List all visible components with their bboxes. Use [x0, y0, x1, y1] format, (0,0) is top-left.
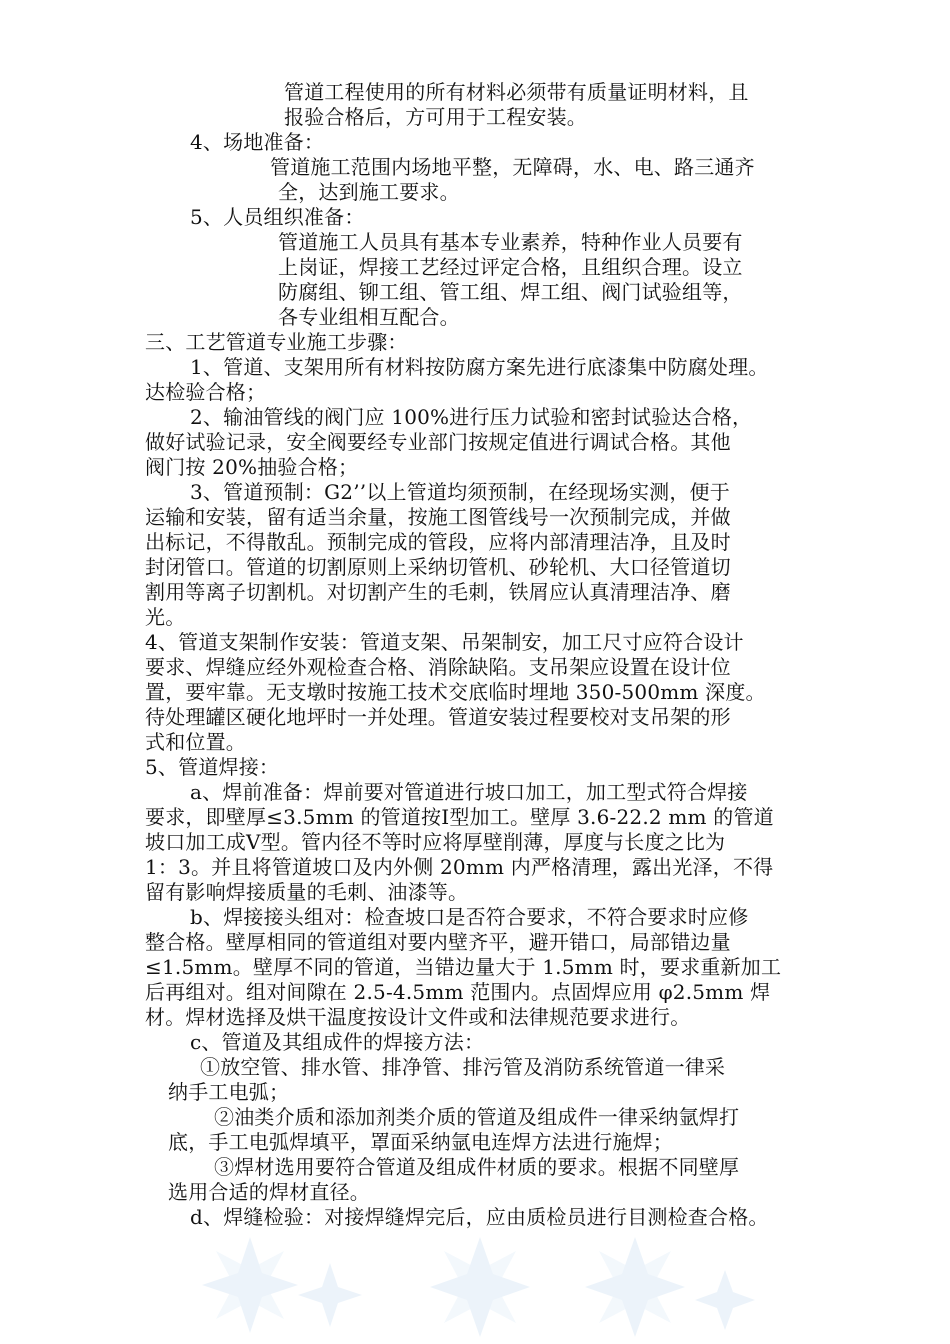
text-line: 各专业组相互配合。: [278, 305, 460, 329]
text-line: 3、管道预制：G2’’以上管道均须预制，在经现场实测，便于: [190, 480, 730, 504]
text-line: 材。焊材选择及烘干温度按设计文件或和法律规范要求进行。: [145, 1005, 691, 1029]
text-line: 出标记，不得散乱。预制完成的管段，应将内部清理洁净，且及时: [145, 530, 731, 554]
text-line: 4、场地准备：: [190, 130, 325, 154]
text-line: 防腐组、铆工组、管工组、焊工组、阀门试验组等，: [278, 280, 743, 304]
text-line: 选用合适的焊材直径。: [168, 1180, 370, 1204]
text-line: 纳手工电弧；: [168, 1080, 290, 1104]
text-line: 三、工艺管道专业施工步骤：: [145, 330, 408, 354]
watermark-pattern-icon: [180, 1215, 780, 1344]
text-line: 待处理罐区硬化地坪时一并处理。管道安装过程要校对支吊架的形: [145, 705, 731, 729]
text-line: 底，手工电弧焊填平，罩面采纳氩电连焊方法进行施焊；: [168, 1130, 673, 1154]
text-line: 上岗证，焊接工艺经过评定合格，且组织合理。设立: [278, 255, 743, 279]
text-line: 5、管道焊接：: [145, 755, 280, 779]
text-line: 运输和安装，留有适当余量，按施工图管线号一次预制完成，并做: [145, 505, 731, 529]
text-line: 整合格。壁厚相同的管道组对要内壁齐平，避开错口，局部错边量: [145, 930, 731, 954]
text-line: 1、管道、支架用所有材料按防腐方案先进行底漆集中防腐处理。: [190, 355, 769, 379]
text-line: c、管道及其组成件的焊接方法：: [190, 1030, 485, 1054]
text-line: ≤1.5mm。壁厚不同的管道，当错边量大于 1.5mm 时，要求重新加工: [145, 955, 782, 979]
text-line: 置，要牢靠。无支墩时按施工技术交底临时埋地 350-500mm 深度。: [145, 680, 766, 704]
text-line: 要求、焊缝应经外观检查合格、消除缺陷。支吊架应设置在设计位: [145, 655, 731, 679]
text-line: 后再组对。组对间隙在 2.5-4.5mm 范围内。点固焊应用 φ2.5mm 焊: [145, 980, 771, 1004]
text-line: b、焊接接头组对：检查坡口是否符合要求，不符合要求时应修: [190, 905, 749, 929]
text-line: 管道施工人员具有基本专业素养，特种作业人员要有: [278, 230, 743, 254]
text-line: 式和位置。: [145, 730, 246, 754]
text-line: ①放空管、排水管、排净管、排污管及消防系统管道一律采: [200, 1055, 726, 1079]
text-line: 5、人员组织准备：: [190, 205, 365, 229]
text-line: a、焊前准备：焊前要对管道进行坡口加工，加工型式符合焊接: [190, 780, 748, 804]
text-line: 管道施工范围内场地平整，无障碍，水、电、路三通齐: [270, 155, 755, 179]
text-line: 全，达到施工要求。: [278, 180, 460, 204]
text-line: 留有影响焊接质量的毛刺、油漆等。: [145, 880, 469, 904]
text-line: 坡口加工成Ⅴ型。管内径不等时应将厚壁削薄，厚度与长度之比为: [145, 830, 726, 854]
text-line: 管道工程使用的所有材料必须带有质量证明材料，且: [284, 80, 749, 104]
text-line: 阀门按 20%抽验合格；: [145, 455, 359, 479]
text-line: 割用等离子切割机。对切割产生的毛刺，铁屑应认真清理洁净、磨: [145, 580, 731, 604]
text-line: 2、输油管线的阀门应 100%进行压力试验和密封试验达合格，: [190, 405, 753, 429]
text-line: 要求，即壁厚≤3.5mm 的管道按Ⅰ型加工。壁厚 3.6-22.2 mm 的管道: [145, 805, 774, 829]
text-line: 封闭管口。管道的切割原则上采纳切管机、砂轮机、大口径管道切: [145, 555, 731, 579]
text-line: ②油类介质和添加剂类介质的管道及组成件一律采纳氩焊打: [214, 1105, 740, 1129]
text-line: 做好试验记录，安全阀要经专业部门按规定值进行调试合格。其他: [145, 430, 731, 454]
text-line: 达检验合格；: [145, 380, 267, 404]
text-line: d、焊缝检验：对接焊缝焊完后，应由质检员进行目测检查合格。: [190, 1205, 769, 1229]
text-line: 1：3。并且将管道坡口及内外侧 20mm 内严格清理，露出光泽，不得: [145, 855, 774, 879]
text-line: 4、管道支架制作安装：管道支架、吊架制安，加工尺寸应符合设计: [145, 630, 744, 654]
text-line: 光。: [145, 605, 186, 629]
text-line: 报验合格后，方可用于工程安装。: [284, 105, 587, 129]
text-line: ③焊材选用要符合管道及组成件材质的要求。根据不同壁厚: [214, 1155, 740, 1179]
